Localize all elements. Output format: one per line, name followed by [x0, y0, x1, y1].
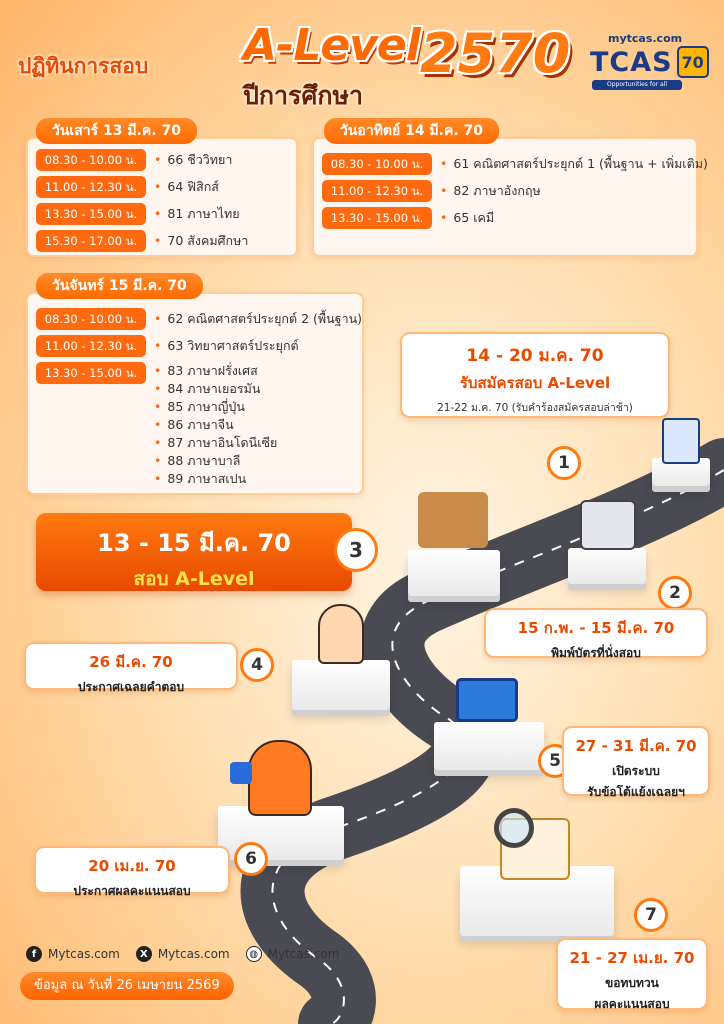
step-1-number: 1 [547, 446, 581, 480]
subject-item: • 85 ภาษาญี่ปุ่น [154, 398, 277, 416]
girl-reading-illustration [318, 604, 364, 664]
time-badge: 13.30 - 15.00 น. [322, 207, 432, 229]
step-2-date: 15 ก.พ. - 15 มี.ค. 70 [517, 619, 675, 637]
step-4-date: 26 มี.ค. 70 [89, 653, 173, 671]
subject-item: • 87 ภาษาอินโดนีเซีย [154, 434, 277, 452]
day-label-sunday: วันอาทิตย์ 14 มี.ค. 70 [324, 118, 499, 144]
tcas-logo [590, 44, 714, 80]
globe-icon: ◍ [246, 946, 262, 962]
website-link[interactable] [246, 946, 340, 962]
schedule-slot [36, 333, 362, 359]
schedule-slot [322, 178, 708, 204]
day-label-monday: วันจันทร์ 15 มี.ค. 70 [36, 273, 203, 299]
subject-item: • 63 วิทยาศาสตร์ประยุกต์ [154, 337, 299, 355]
x-icon: X [136, 946, 152, 962]
day-card-monday [26, 292, 364, 495]
schedule-slot [322, 205, 708, 231]
step-6-box [34, 846, 230, 898]
schedule-slot [36, 147, 248, 173]
subject-item: • 83 ภาษาฝรั่งเศส [154, 362, 277, 380]
schedule-slot [36, 174, 248, 200]
step-4-number: 4 [240, 648, 274, 682]
header-subtitle: ปีการศึกษา [243, 81, 363, 110]
step-4-platform [292, 660, 390, 710]
schedule-slot [36, 201, 248, 227]
step-4-desc: ประกาศเฉลยคำตอบ [77, 680, 185, 694]
logo-text: TCAS [590, 46, 673, 78]
step-5-platform [434, 722, 544, 770]
subject-item: • 70 สังคมศึกษา [154, 232, 248, 250]
header-year: 2570 [420, 22, 571, 85]
subject-item: • 65 เคมี [440, 209, 494, 227]
header-title: A-Level [243, 20, 420, 71]
subject-item: • 64 ฟิสิกส์ [154, 178, 219, 196]
schedule-slot [36, 306, 362, 332]
step-5-desc: เปิดระบบ [612, 764, 660, 778]
step-2-platform [568, 548, 646, 584]
time-badge: 13.30 - 15.00 น. [36, 362, 146, 384]
subject-item: • 61 คณิตศาสตร์ประยุกต์ 1 (พื้นฐาน + เพิ่มเติม) [440, 155, 708, 173]
data-as-of-date: ข้อมูล ณ วันที่ 26 เมษายน 2569 [20, 972, 234, 1000]
header-small-title: ปฏิทินการสอบ [18, 54, 149, 78]
time-badge: 08.30 - 10.00 น. [36, 149, 146, 171]
step-6-date: 20 เม.ย. 70 [88, 857, 176, 875]
printer-student-illustration [580, 500, 636, 550]
step-1-date: 14 - 20 ม.ค. 70 [466, 346, 604, 366]
time-badge: 11.00 - 12.30 น. [322, 180, 432, 202]
day-card-sunday [312, 137, 708, 257]
step-6-desc: ประกาศผลคะแนนสอบ [73, 884, 191, 898]
day-label-saturday: วันเสาร์ 13 มี.ค. 70 [36, 118, 197, 144]
logo-number: 70 [677, 46, 709, 78]
monitor-icon [456, 678, 518, 722]
subject-item: • 89 ภาษาสเปน [154, 470, 277, 488]
subject-item: • 81 ภาษาไทย [154, 205, 240, 223]
time-badge: 11.00 - 12.30 น. [36, 176, 146, 198]
time-badge: 08.30 - 10.00 น. [36, 308, 146, 330]
subject-item: • 82 ภาษาอังกฤษ [440, 182, 541, 200]
logo-site-text: mytcas.com [608, 32, 683, 45]
schedule-slot [36, 362, 362, 488]
step-2-desc: พิมพ์บัตรที่นั่งสอบ [551, 646, 641, 660]
subject-item: • 66 ชีววิทยา [154, 151, 232, 169]
subject-item: • 84 ภาษาเยอรมัน [154, 380, 277, 398]
time-badge: 08.30 - 10.00 น. [322, 153, 432, 175]
megaphone-icon [230, 762, 252, 784]
step-3-number: 3 [334, 528, 378, 572]
magnifier-icon [494, 808, 534, 848]
logo-tagline: Opportunities for all [592, 80, 682, 90]
step-5-desc-2: รับข้อโต้แย้งเฉลยฯ [587, 785, 685, 799]
time-badge: 15.30 - 17.00 น. [36, 230, 146, 252]
step-2-box [484, 608, 708, 658]
step-5-number: 5 [538, 744, 572, 778]
step-4-box [24, 642, 238, 694]
facebook-link[interactable] [26, 946, 120, 962]
day-card-saturday [26, 137, 298, 257]
step-1-box [400, 332, 670, 418]
step-7-number: 7 [634, 898, 668, 932]
schedule-slot [36, 228, 248, 254]
step-1-desc: รับสมัครสอบ A-Level [459, 374, 611, 392]
step-3-platform [408, 550, 500, 596]
schedule-slot [322, 151, 708, 177]
step-5-date: 27 - 31 มี.ค. 70 [575, 737, 697, 755]
facebook-icon: f [26, 946, 42, 962]
step-3-desc: สอบ A-Level [133, 568, 255, 590]
x-label: Mytcas.com [157, 947, 230, 961]
boy-megaphone-illustration [248, 740, 312, 816]
subject-item: • 88 ภาษาบาลี [154, 452, 277, 470]
website-label: Mytcas.com [267, 947, 340, 961]
step-3-date: 13 - 15 มี.ค. 70 [97, 529, 291, 557]
students-exam-illustration [418, 492, 488, 548]
social-links [26, 946, 339, 962]
step-5-box [562, 726, 710, 799]
facebook-label: Mytcas.com [48, 947, 120, 961]
time-badge: 11.00 - 12.30 น. [36, 335, 146, 357]
step-7-desc: ขอทบทวน [605, 976, 659, 990]
step-7-desc-2: ผลคะแนนสอบ [594, 997, 670, 1011]
subject-item: • 86 ภาษาจีน [154, 416, 277, 434]
time-badge: 13.30 - 15.00 น. [36, 203, 146, 225]
step-7-box [556, 938, 708, 1010]
language-subject-list [154, 362, 277, 488]
x-link[interactable] [136, 946, 230, 962]
application-form-icon [662, 418, 700, 464]
step-7-date: 21 - 27 เม.ย. 70 [569, 949, 695, 967]
step-3-box [36, 513, 352, 591]
subject-item: • 62 คณิตศาสตร์ประยุกต์ 2 (พื้นฐาน) [154, 310, 362, 328]
step-6-number: 6 [234, 842, 268, 876]
step-1-note: 21-22 ม.ค. 70 (รับคำร้องสมัครสอบล่าช้า) [437, 402, 633, 414]
step-2-number: 2 [658, 576, 692, 610]
